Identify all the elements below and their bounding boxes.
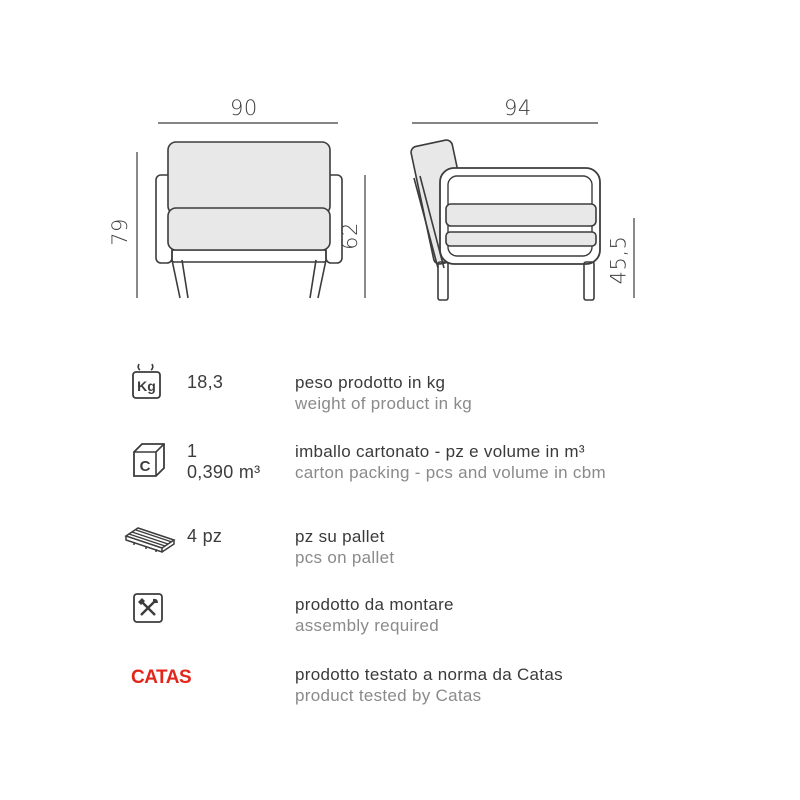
weight-label-en: weight of product in kg — [295, 394, 472, 413]
pallet-value: 4 pz — [187, 526, 223, 546]
front-view-svg — [100, 90, 380, 310]
carton-label-it: imballo cartonato - pz e volume in m³ — [295, 442, 585, 461]
front-width-label: 90 — [230, 96, 258, 120]
carton-label-en: carton packing - pcs and volume in cbm — [295, 463, 606, 482]
weight-kg-icon — [130, 362, 164, 402]
pallet-label-it: pz su pallet — [295, 527, 385, 546]
svg-text:Kg: Kg — [137, 378, 156, 394]
pallet-icon — [124, 522, 176, 554]
carton-pieces-value: 1 — [187, 441, 198, 461]
side-seat-height-label: 45,5 — [606, 235, 631, 285]
carton-volume-value: 0,390 m³ — [187, 462, 261, 482]
spec-row-assembly — [130, 588, 690, 648]
front-armrest-height-label: 62 — [337, 222, 362, 250]
side-depth-label: 94 — [504, 96, 532, 120]
front-view-drawing — [100, 90, 380, 310]
pallet-label-en: pcs on pallet — [295, 548, 395, 567]
assembly-label-it: prodotto da montare — [295, 595, 454, 614]
spec-row-weight — [130, 362, 690, 422]
spec-row-pallet — [124, 518, 690, 578]
assembly-label-en: assembly required — [295, 616, 439, 635]
catas-logo-icon — [130, 664, 196, 688]
front-height-label: 79 — [107, 218, 132, 246]
assembly-tools-icon — [132, 592, 166, 626]
spec-row-catas — [130, 658, 690, 718]
carton-box-icon — [130, 440, 170, 480]
catas-label-it: prodotto testato a norma da Catas — [295, 665, 563, 684]
side-view-drawing — [400, 90, 650, 310]
weight-label-it: peso prodotto in kg — [295, 373, 446, 392]
svg-text:C: C — [139, 458, 151, 475]
spec-row-carton — [130, 438, 690, 498]
catas-label-en: product tested by Catas — [295, 686, 482, 705]
weight-value: 18,3 — [187, 372, 224, 392]
svg-text:CATAS: CATAS — [131, 667, 192, 688]
